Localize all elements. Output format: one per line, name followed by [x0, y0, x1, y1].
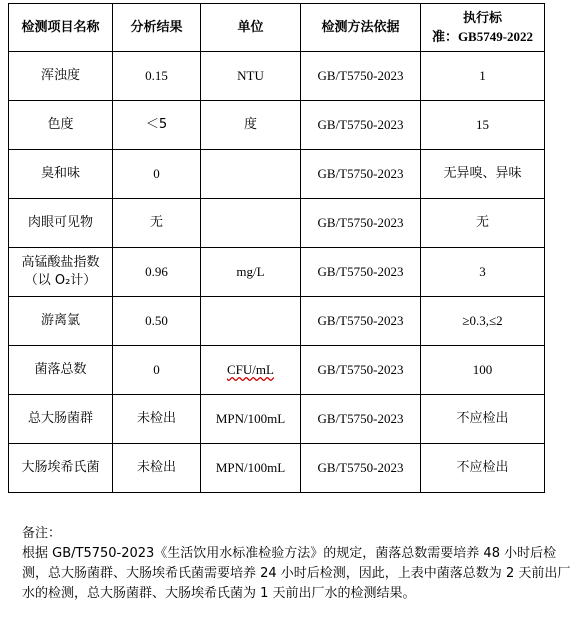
cell-result: 0.15: [113, 52, 201, 101]
cell-standard: 15: [421, 101, 545, 150]
cell-standard: ≥0.3,≤2: [421, 297, 545, 346]
cell-item-line2: （以 O₂计）: [24, 273, 97, 288]
cell-standard: 无: [421, 199, 545, 248]
cell-method: GB/T5750-2023: [301, 101, 421, 150]
cell-method: GB/T5750-2023: [301, 346, 421, 395]
cell-item: 大肠埃希氏菌: [9, 444, 113, 493]
table-row: [9, 150, 545, 199]
cell-item: 总大肠菌群: [9, 395, 113, 444]
cell-standard: 100: [421, 346, 545, 395]
cell-unit: NTU: [201, 52, 301, 101]
table-row: [9, 346, 545, 395]
table-row: [9, 101, 545, 150]
cell-item: 色度: [9, 101, 113, 150]
cell-standard: 1: [421, 52, 545, 101]
cell-item: 臭和味: [9, 150, 113, 199]
cell-unit: mg/L: [201, 248, 301, 297]
notes-body: 根据 GB/T5750-2023《生活饮用水标准检验方法》的规定，菌落总数需要培养 48 小时后检测，总大肠菌群、大肠埃希氏菌需要培养 24 小时后检测，因此，上表中菌落总数为 2 天前出厂水的检测，总大肠菌群、大肠埃希氏菌为 1 天前出厂水的检测结果。: [22, 546, 571, 601]
cell-unit: 度: [201, 101, 301, 150]
table-header-row: [9, 4, 545, 52]
table-row: [9, 248, 545, 297]
cell-method: GB/T5750-2023: [301, 395, 421, 444]
cell-item: 菌落总数: [9, 346, 113, 395]
cell-item: 浑浊度: [9, 52, 113, 101]
table-row: [9, 199, 545, 248]
notes-section: [22, 524, 580, 604]
cell-item: 游离氯: [9, 297, 113, 346]
cell-result: 0: [113, 346, 201, 395]
header-standard-line1: 执行标: [462, 10, 502, 26]
cell-item: 肉眼可见物: [9, 199, 113, 248]
cell-item: [9, 248, 113, 297]
cell-result: 无: [113, 199, 201, 248]
cell-standard: 不应检出: [421, 444, 545, 493]
header-standard: [421, 4, 545, 52]
cell-method: GB/T5750-2023: [301, 297, 421, 346]
header-item: 检测项目名称: [9, 4, 113, 52]
header-unit: 单位: [201, 4, 301, 52]
cell-standard: 无异嗅、异味: [421, 150, 545, 199]
table-row: [9, 297, 545, 346]
cell-method: GB/T5750-2023: [301, 150, 421, 199]
cell-method: GB/T5750-2023: [301, 52, 421, 101]
cell-method: GB/T5750-2023: [301, 444, 421, 493]
cell-result: ＜5: [113, 101, 201, 150]
cell-method: GB/T5750-2023: [301, 248, 421, 297]
notes-title: 备注：: [22, 526, 62, 541]
cell-result: 0.50: [113, 297, 201, 346]
cell-result: 0.96: [113, 248, 201, 297]
cell-result: 未检出: [113, 444, 201, 493]
cell-standard: 3: [421, 248, 545, 297]
cell-unit: MPN/100mL: [201, 395, 301, 444]
table-row: [9, 395, 545, 444]
header-result: 分析结果: [113, 4, 201, 52]
table-row: [9, 444, 545, 493]
cell-unit: [201, 199, 301, 248]
cell-unit: [201, 297, 301, 346]
header-standard-line2: 准：GB5749-2022: [431, 28, 534, 44]
cell-unit-text: CFU/mL: [227, 362, 274, 377]
cell-result: 未检出: [113, 395, 201, 444]
cell-item-line1: 高锰酸盐指数: [21, 255, 100, 270]
cell-unit: MPN/100mL: [201, 444, 301, 493]
water-quality-report-table: [8, 3, 545, 493]
header-method: 检测方法依据: [301, 4, 421, 52]
cell-result: 0: [113, 150, 201, 199]
cell-standard: 不应检出: [421, 395, 545, 444]
cell-unit: [201, 346, 301, 395]
cell-unit: [201, 150, 301, 199]
table-row: [9, 52, 545, 101]
cell-method: GB/T5750-2023: [301, 199, 421, 248]
